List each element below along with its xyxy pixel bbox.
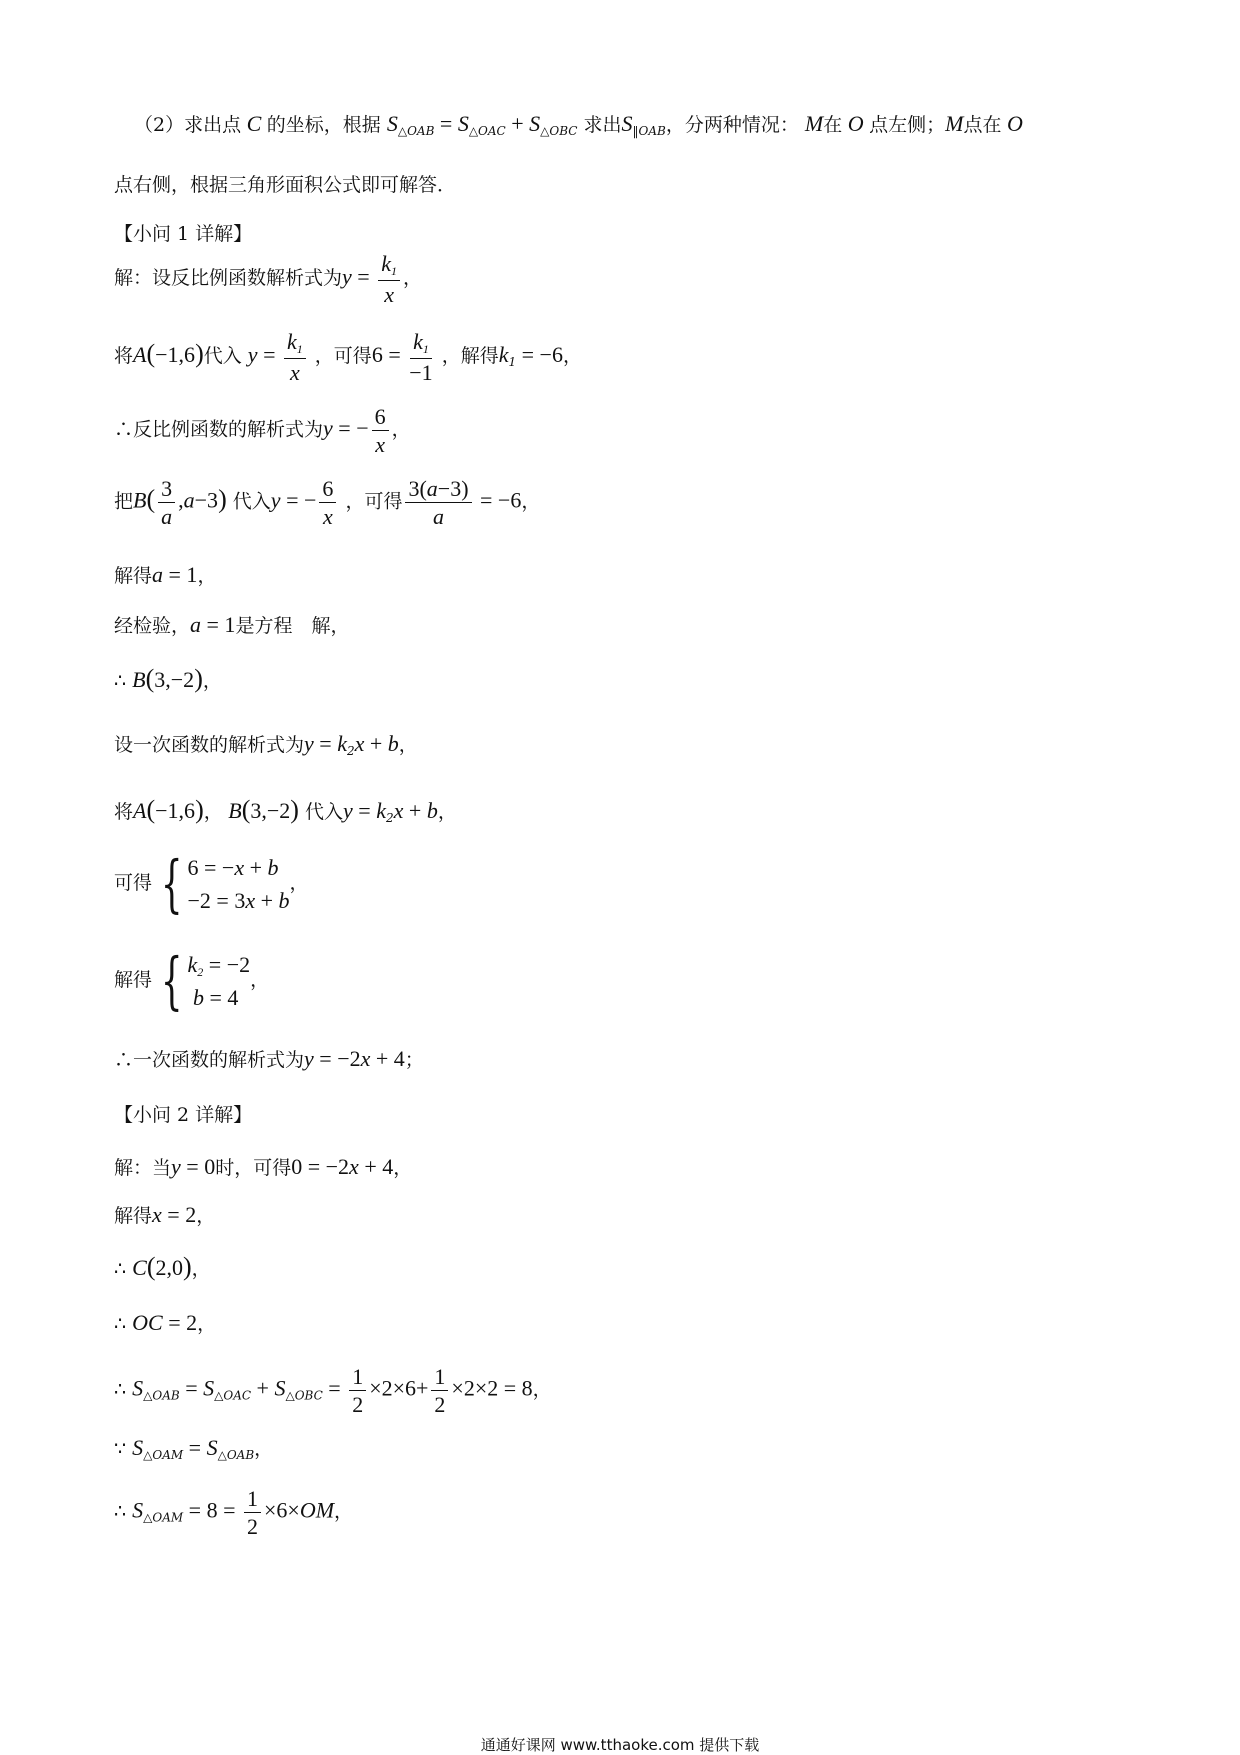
text-line-9: 经检验，a = 1是方程 解， bbox=[114, 612, 350, 637]
text-line-6: ∴反比例函数的解析式为y = − $\frac{6}{x}$ ， bbox=[114, 404, 411, 458]
text-line-13: 可得 { 6 = −x + b −2 = 3x + b ， bbox=[114, 847, 309, 920]
text-line-19: ∴ C(2,0)， bbox=[114, 1252, 211, 1281]
text-line-12: 将A(−1,6)， B(3,−2) 代入$y = k_2x + b$， bbox=[114, 795, 457, 825]
text-line-20: ∴ OC = 2， bbox=[114, 1310, 217, 1335]
page-footer: 通通好课网 www.tthaoke.com 提供下载 bbox=[480, 1736, 760, 1754]
section-heading-2: 【小问 2 详解】 bbox=[114, 1104, 253, 1126]
text-line-17: 解：当y = 0时，可得0 = −2x + 4， bbox=[114, 1154, 413, 1179]
text-line-7: 把B( $\frac{3}{a}$ ,a−3) 代入y = − $\frac{6}{x}$ ，可得 $\frac{3(a-3)}{a}$ = −6， bbox=[114, 476, 541, 530]
text-line-18: 解得x = 2， bbox=[114, 1202, 216, 1227]
text-line-21: ∴ $S_{\triangle OAB} = S_{\triangle OAC} + S_{\triangle OBC}$ = $\frac{1}{2}$ ×2×6+ $\frac{1}{2}$ ×2×2 = 8， bbox=[114, 1364, 552, 1418]
text-line-8: 解得a = 1， bbox=[114, 562, 217, 587]
section-heading-1: 【小问 1 详解】 bbox=[114, 223, 253, 245]
text-line-15: ∴一次函数的解析式为y = −2x + 4； bbox=[114, 1046, 424, 1071]
text-line-23: ∴ $S_{\triangle OAM} = 8$ = $\frac{1}{2}$ ×6×OM， bbox=[114, 1486, 354, 1540]
text-line-4: 解：设反比例函数解析式为y = $\frac{k_1}{x}$ ， bbox=[114, 251, 422, 307]
text-line-22: ∵ $S_{\triangle OAM} = S_{\triangle OAB}$， bbox=[114, 1435, 274, 1462]
text-line-1: （2）求出点 C 的坐标，根据 $S_{\triangle OAB} = S_{\triangle OAC} + S_{\triangle OBC}$ 求出$S_{‖OAB}$，分两种情况： M在 O 点左侧；M点在 O bbox=[134, 111, 1023, 138]
text-line-10: ∴ B(3,−2)， bbox=[114, 664, 222, 693]
text-line-5: 将A(−1,6)代入 y = $\frac{k_1}{x}$ ，可得6 = $\frac{k_1}{-1}$ ，解得$k_1 = -6$， bbox=[114, 329, 582, 385]
text-line-2: 点右侧，根据三角形面积公式即可解答． bbox=[114, 174, 457, 196]
text-line-14: 解得 { $k_2 = -2$ b = 4 ， bbox=[114, 944, 270, 1017]
text-line-11: 设一次函数的解析式为$y = k_2x + b$， bbox=[114, 731, 418, 758]
